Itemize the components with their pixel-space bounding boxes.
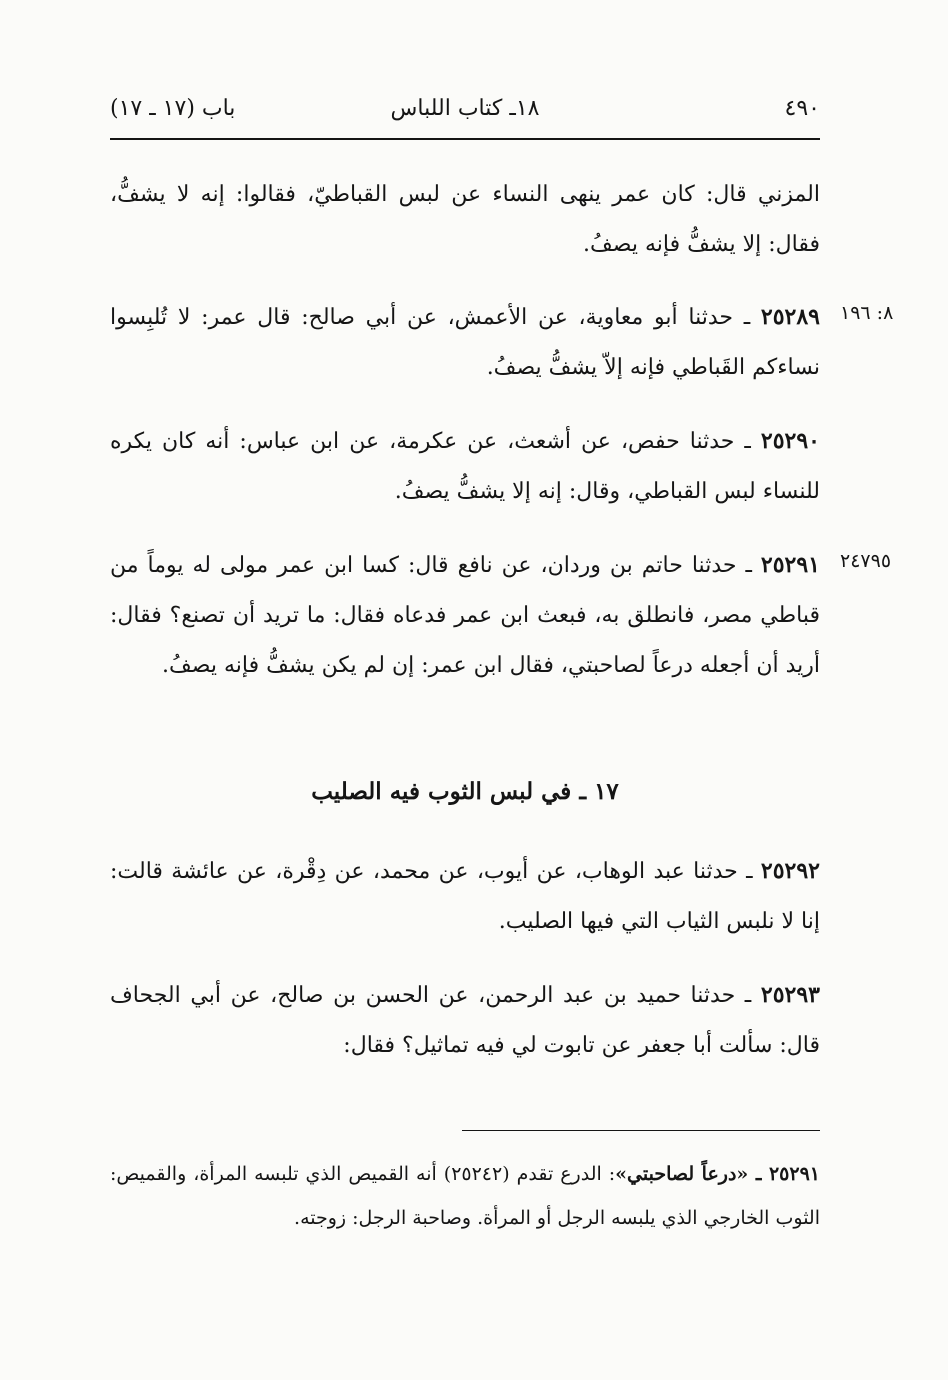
hadith-text: ـ حدثنا حاتم بن وردان، عن نافع قال: كسا ابن عمر مولى له يوماً من قباطي مصر، فانطلق به، فبعث ابن عمر فدعاه فقال: ما تريد أن تصنع؟ فقال: أريد أن أجعله درعاً لصاحبتي، فقال ابن عمر: إن لم يكن يشفُّ فإنه يصفُ. (110, 553, 820, 678)
paragraph-text: المزني قال: كان عمر ينهى النساء عن لبس القباطيّ، فقالوا: إنه لا يشفُّ، فقال: إلا يشفُّ فإنه يصفُ. (110, 182, 820, 257)
paragraph-continued (110, 170, 820, 270)
hadith-text: ـ حدثنا أبو معاوية، عن الأعمش، عن أبي صالح: قال عمر: لا تُلبِسوا نساءكم القَباطي فإنه إلاّ يشفُّ يصفُ. (110, 305, 820, 380)
hadith-25291 (110, 540, 820, 691)
hadith-25292 (110, 846, 820, 947)
book-title: ١٨ـ كتاب اللباس (390, 96, 540, 121)
footnote-term: ـ «درعاً لصاحبتي» (615, 1163, 769, 1185)
hadith-25289 (110, 292, 820, 393)
hadith-25290 (110, 416, 820, 517)
hadith-text: ـ حدثنا حميد بن عبد الرحمن، عن الحسن بن صالح، عن أبي الجحاف قال: سألت أبا جعفر عن تابوت لي فيه تماثيل؟ فقال: (110, 983, 820, 1058)
page-number: ٤٩٠ (784, 96, 820, 121)
section-heading: ١٧ ـ في لبس الثوب فيه الصليب (311, 778, 619, 805)
footnote (110, 1152, 820, 1240)
footnote-rule (462, 1130, 820, 1131)
page-header (110, 96, 820, 136)
footnote-number: ٢٥٢٩١ (768, 1163, 820, 1185)
hadith-text: ـ حدثنا عبد الوهاب، عن أيوب، عن محمد، عن دِقْرة، عن عائشة قالت: إنا لا نلبس الثياب التي فيها الصليب. (110, 859, 820, 934)
hadith-25293 (110, 970, 820, 1071)
chapter-range: باب (١٧ ـ ١٧) (110, 96, 236, 121)
header-rule (110, 138, 820, 140)
hadith-number: ٢٥٢٩٢ (760, 858, 820, 884)
hadith-number: ٢٥٢٩٠ (760, 428, 820, 454)
hadith-number: ٢٥٢٩٣ (760, 982, 820, 1008)
hadith-number: ٢٥٢٩١ (760, 552, 820, 578)
margin-reference: ٢٤٧٩٥ (840, 550, 892, 572)
footnote-text: : الدرع تقدم (٢٥٢٤٢) أنه القميص الذي تلبسه المرأة، والقميص: الثوب الخارجي الذي يلبسه الرجل أو المرأة. وصاحبة الرجل: زوجته. (110, 1163, 820, 1229)
hadith-text: ـ حدثنا حفص، عن أشعث، عن عكرمة، عن ابن عباس: أنه كان يكره للنساء لبس القباطي، وقال: إنه إلا يشفُّ يصفُ. (110, 429, 820, 504)
hadith-number: ٢٥٢٨٩ (760, 304, 820, 330)
margin-reference: ٨: ١٩٦ (840, 302, 894, 324)
